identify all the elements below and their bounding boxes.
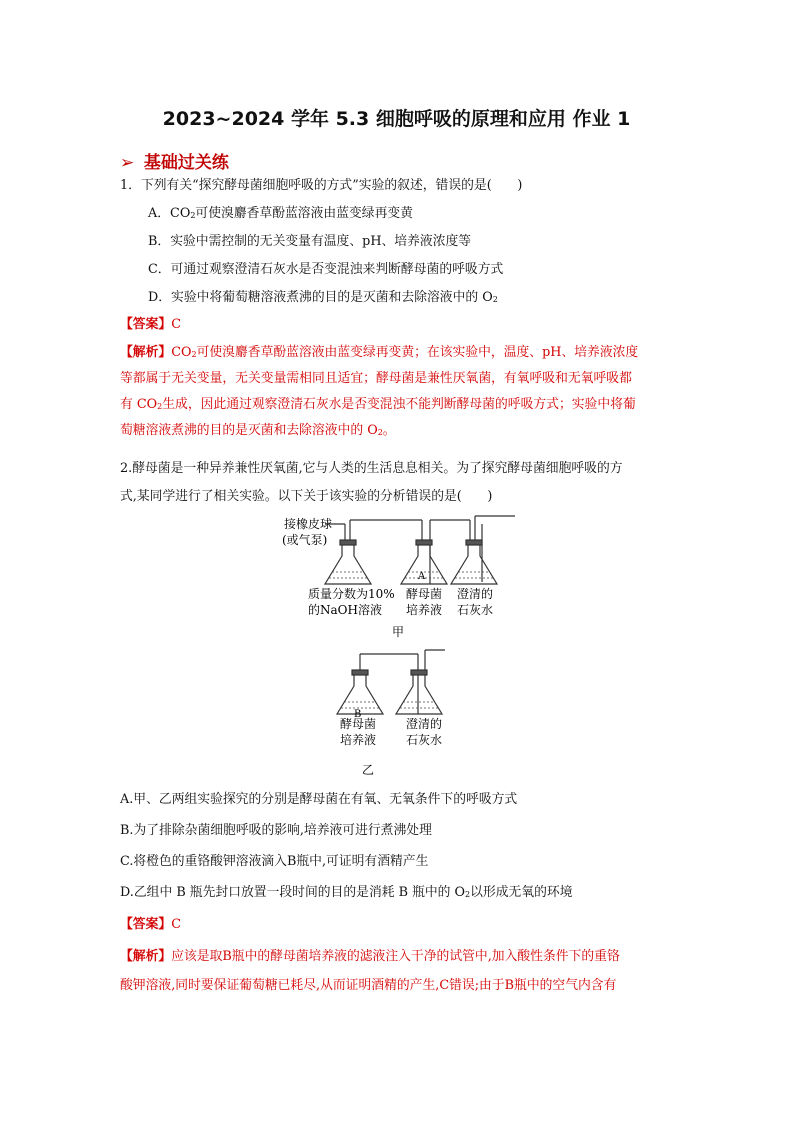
question-1-analysis-line-4: 萄糖溶液煮沸的目的是灭菌和去除溶液中的 $O_2$。 (120, 423, 396, 438)
question-1-option-d: D．实验中将葡萄糖溶液煮沸的目的是灭菌和去除溶液中的 $O_2$ (148, 290, 498, 305)
limewater-label-line-2: 石灰水 (457, 603, 494, 617)
question-1-option-a: A．$CO_2$可使溴麝香草酚蓝溶液由蓝变绿再变黄 (148, 206, 413, 221)
set-yi-label: 乙 (362, 763, 375, 777)
limewater-b-label-line-1: 澄清的 (406, 717, 443, 731)
naoh-label-line-1: 质量分数为10% (308, 587, 395, 601)
yeast-label-line-2: 培养液 (406, 603, 443, 617)
question-1-stem: 1．下列有关“探究酵母菌细胞呼吸的方式”实验的叙述，错误的是( ) (120, 178, 523, 193)
pump-label-line-1: 接橡皮球 (284, 517, 333, 531)
question-2-option-d: D.乙组中 B 瓶先封口放置一段时间的目的是消耗 B 瓶中的 $O_2$以形成无氧的环境 (120, 885, 573, 900)
yeast-b-label-line-1: 酵母菌 (340, 717, 377, 731)
limewater-b-label-line-2: 石灰水 (406, 733, 443, 747)
limewater-label-line-1: 澄清的 (457, 587, 494, 601)
question-1-option-c: C．可通过观察澄清石灰水是否变混浊来判断酵母菌的呼吸方式 (148, 262, 504, 277)
question-2-option-a: A.甲、乙两组实验探究的分别是酵母菌在有氧、无氧条件下的呼吸方式 (120, 792, 518, 807)
question-1-analysis-line-1: 【解析】$CO_2$可使溴麝香草酚蓝溶液由蓝变绿再变黄；在该实验中，温度、pH、培养液浓度 (120, 345, 639, 360)
flask-a-label: A (418, 571, 426, 582)
set-jia-label: 甲 (392, 625, 405, 639)
question-2-answer: 【答案】C (120, 917, 181, 932)
question-1-answer: 【答案】C (120, 317, 181, 332)
arrow-bullet-icon: ➢ (120, 153, 135, 173)
section-label: 基础过关练 (143, 153, 229, 173)
question-1-analysis-line-3: 有 $CO_2$生成，因此通过观察澄清石灰水是否变混浊不能判断酵母菌的呼吸方式；实验中将葡 (120, 397, 636, 412)
question-2-option-c: C.将橙色的重铬酸钾溶液滴入B瓶中,可证明有酒精产生 (120, 854, 429, 869)
question-1-option-b: B．实验中需控制的无关变量有温度、pH、培养液浓度等 (148, 234, 472, 249)
experiment-apparatus-figure (270, 512, 530, 782)
naoh-label-line-2: 的NaOH溶液 (308, 603, 382, 617)
section-heading (120, 148, 229, 173)
question-2-stem-line-1: 2.酵母菌是一种异养兼性厌氧菌,它与人类的生活息息相关。为了探究酵母菌细胞呼吸的方 (120, 461, 623, 476)
question-2-stem-line-2: 式,某同学进行了相关实验。以下关于该实验的分析错误的是( ) (120, 489, 493, 504)
question-2-analysis-line-2: 酸钾溶液,同时要保证葡萄糖已耗尽,从而证明酒精的产生,C错误;由于B瓶中的空气内含有 (120, 978, 617, 993)
flask-b-label: B (354, 709, 362, 720)
yeast-label-line-1: 酵母菌 (406, 587, 443, 601)
pump-label-line-2: (或气泵) (282, 533, 328, 547)
question-1-analysis-line-2: 等都属于无关变量，无关变量需相同且适宜；酵母菌是兼性厌氧菌，有氧呼吸和无氧呼吸都 (120, 371, 632, 386)
question-2-option-b: B.为了排除杂菌细胞呼吸的影响,培养液可进行煮沸处理 (120, 823, 432, 838)
question-2-analysis-line-1: 【解析】应该是取B瓶中的酵母菌培养液的滤液注入干净的试管中,加入酸性条件下的重铬 (120, 949, 620, 964)
yeast-b-label-line-2: 培养液 (340, 733, 377, 747)
page-title: 2023~2024 学年 5.3 细胞呼吸的原理和应用 作业 1 (162, 108, 631, 130)
